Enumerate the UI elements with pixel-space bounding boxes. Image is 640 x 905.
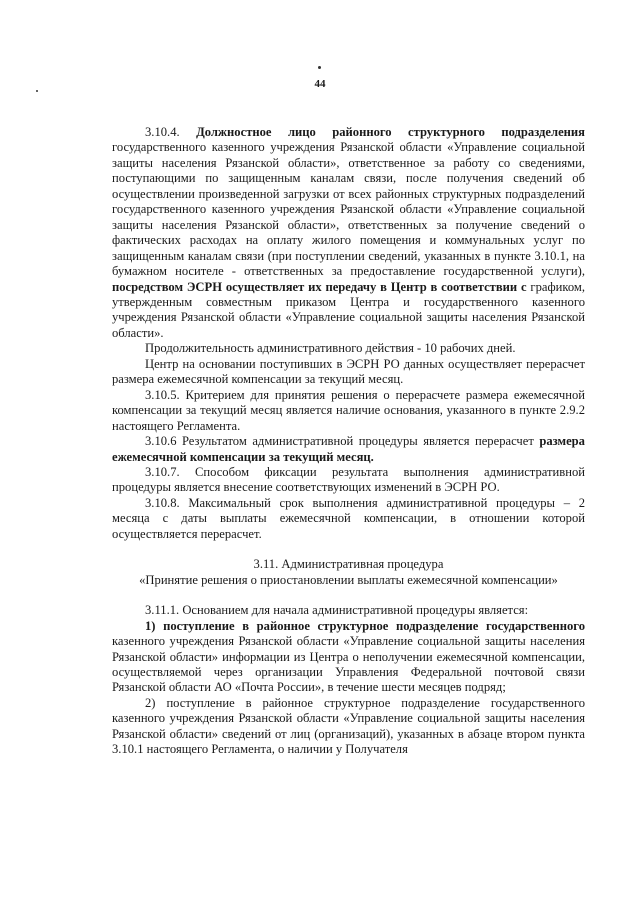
- clause-number: 3.10.4.: [145, 125, 180, 139]
- bold-text: 1) поступление в районное структурное подразделение государственного: [145, 618, 585, 633]
- scan-speck: [36, 90, 38, 92]
- paragraph-item-2: 2) поступление в районное структурное подразделение государственного казенного учреждения Рязанской области «Управление социальной защиты населения Рязанской области» сведений от лиц (организаций), указанных в абзаце втором пункта 3.10.1 настоящего Регламента, о наличии у Получателя: [112, 695, 585, 757]
- paragraph-duration: Продолжительность административного действия - 10 рабочих дней.: [145, 341, 516, 356]
- paragraph-text: государственного казенного учреждения Рязанской области «Управление социальной защиты населения Рязанской области», ответственное за работу со сведениями, поступающими по защищенным каналам связи, после получения сведений об осуществлении произведенной загрузки от всех районных структурных подразделений государственного казенного учреждения Рязанской области «Управление социальной защиты населения Рязанской области», ответственных за получение сведений о фактических расходах на оплату жилого помещения и коммунальных услуг по защищенным каналам связи (при поступлении сведений, указанных в пункте 3.10.1, на бумажном носителе - ответственных за предоставление государственной услуги),: [112, 140, 585, 279]
- paragraph-item-1: [112, 619, 585, 696]
- document-body: [112, 125, 585, 758]
- paragraph-3-11-1: 3.11.1. Основанием для начала административной процедуры является:: [145, 603, 529, 618]
- bold-text: посредством ЭСРН осуществляет их передачу в Центр в соответствии с: [112, 279, 527, 294]
- paragraph-3-10-6: [112, 434, 585, 465]
- bold-text: Должностное лицо районного структурного подразделения: [196, 125, 585, 139]
- scan-speck: [318, 66, 321, 69]
- paragraph-text: графиком, утвержденным совместным приказом Центра и государственного казенного учреждения Рязанской области «Управление социальной защиты населения Рязанской области».: [112, 279, 586, 340]
- paragraph-text: казенного учреждения Рязанской области «Управление социальной защиты населения Рязанской области» информации из Центра о неполучении ежемесячной компенсации, осуществляемой через организации Управления Федеральной почтовой связи Рязанской области АО «Почта России», в течение шести месяцев подряд;: [112, 634, 585, 695]
- bold-text: размера ежемесячной компенсации за текущий месяц.: [112, 434, 585, 464]
- section-title: 3.11. Административная процедура: [253, 557, 444, 572]
- paragraph-center-recalc: Центр на основании поступивших в ЭСРН РО данных осуществляет перерасчет размера ежемесячной компенсации за текущий месяц.: [112, 356, 585, 387]
- section-subtitle: «Принятие решения о приостановлении выплаты ежемесячной компенсации»: [139, 572, 558, 587]
- paragraph-3-10-7: 3.10.7. Способом фиксации результата выполнения административной процедуры является внесение соответствующих изменений в ЭСРН РО.: [112, 464, 585, 495]
- paragraph-3-10-4: [112, 125, 585, 341]
- paragraph-3-10-5: 3.10.5. Критерием для принятия решения о перерасчете размера ежемесячной компенсации за текущий месяц является наличие основания, указанного в пункте 2.9.2 настоящего Регламента.: [112, 387, 585, 433]
- paragraph-text: 3.10.6 Результатом административной процедуры является перерасчет: [145, 434, 534, 449]
- page-number: 44: [314, 78, 326, 90]
- paragraph-3-10-8: 3.10.8. Максимальный срок выполнения административной процедуры – 2 месяца с даты выплаты ежемесячной компенсации, в отношении которой осуществляется перерасчет.: [112, 495, 585, 541]
